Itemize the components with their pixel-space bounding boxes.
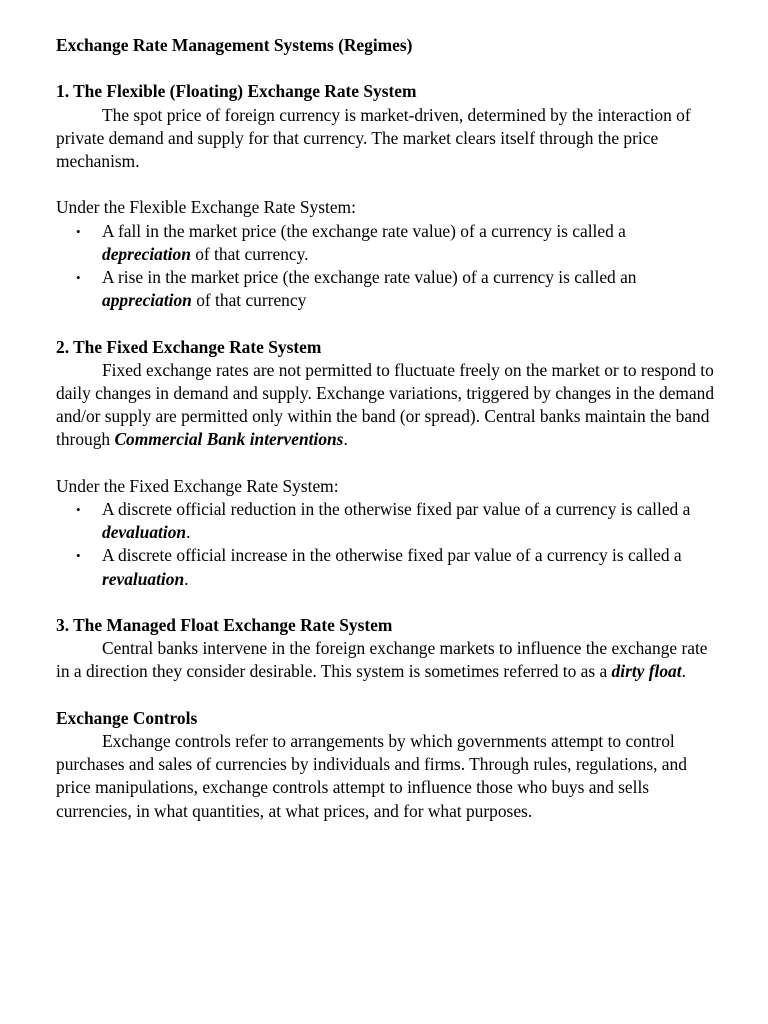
section-heading-fixed: 2. The Fixed Exchange Rate System xyxy=(56,336,322,357)
spacer xyxy=(56,57,716,80)
defined-term: depreciation xyxy=(102,243,191,264)
paragraph-text: . xyxy=(343,429,348,450)
spacer xyxy=(56,591,716,614)
list-item-text: A discrete official increase in the otherwise fixed par value of a currency is called a xyxy=(102,545,682,566)
list-item xyxy=(56,220,716,266)
section-heading-flexible: 1. The Flexible (Floating) Exchange Rate System xyxy=(56,81,417,102)
spacer xyxy=(56,312,716,335)
bullet-list-flexible xyxy=(56,220,716,313)
bullet-list-fixed xyxy=(56,498,716,591)
bullet-icon: • xyxy=(76,223,81,239)
list-item xyxy=(56,266,716,312)
defined-term: dirty float xyxy=(611,661,682,682)
section-paragraph-managed-float xyxy=(56,637,716,683)
section-paragraph-flexible: The spot price of foreign currency is market-driven, determined by the interaction of private demand and supply for that currency. The market clears itself through the price mechanism. xyxy=(56,104,691,171)
list-item-text: . xyxy=(184,568,189,589)
defined-term: devaluation xyxy=(102,522,187,543)
bullet-icon: • xyxy=(76,270,81,285)
paragraph-text: . xyxy=(681,661,686,682)
paragraph-text: Central banks intervene in the foreign exchange markets to influence the exchange rate in a direction they consider desirable. This system is sometimes referred to as a xyxy=(56,638,708,682)
section-paragraph-exchange-controls: Exchange controls refer to arrangements by which governments attempt to control purchases and sales of currencies by individuals and firms. Through rules, regulations, and price manipulations, exchange controls attempt to influence those who buys and sells currencies, in what quantities, at what prices, and for what purposes. xyxy=(56,731,687,821)
list-item xyxy=(56,498,716,544)
section-paragraph-fixed xyxy=(56,359,716,452)
paragraph-text: Fixed exchange rates are not permitted to fluctuate freely on the market or to respond to daily changes in demand and supply. Exchange variations, triggered by changes in the demand and/or supply are permitted only within the band (or spread). Central banks maintain the band through xyxy=(56,359,715,450)
section-heading-exchange-controls: Exchange Controls xyxy=(56,707,198,728)
spacer xyxy=(56,684,716,707)
defined-term: revaluation xyxy=(102,568,185,589)
list-item xyxy=(56,544,716,590)
list-item-text: . xyxy=(186,522,191,543)
defined-term: appreciation xyxy=(102,290,192,311)
list-item-text: A discrete official reduction in the otherwise fixed par value of a currency is called a xyxy=(102,499,691,519)
spacer xyxy=(56,452,716,475)
list-item-text: A rise in the market price (the exchange rate value) of a currency is called an xyxy=(102,267,637,287)
defined-term: Commercial Bank interventions xyxy=(114,429,344,450)
list-item-text: A fall in the market price (the exchange rate value) of a currency is called a xyxy=(102,220,626,241)
section-heading-managed-float: 3. The Managed Float Exchange Rate System xyxy=(56,615,393,635)
bullet-icon: • xyxy=(76,548,81,564)
document-title: Exchange Rate Management Systems (Regimes) xyxy=(56,35,413,55)
list-intro-fixed: Under the Fixed Exchange Rate System: xyxy=(56,475,339,496)
document-body xyxy=(56,34,716,823)
list-item-text: of that currency xyxy=(191,290,307,311)
spacer xyxy=(56,173,716,196)
list-item-text: of that currency. xyxy=(190,243,309,264)
bullet-icon: • xyxy=(76,502,81,517)
list-intro-flexible: Under the Flexible Exchange Rate System: xyxy=(56,197,356,218)
